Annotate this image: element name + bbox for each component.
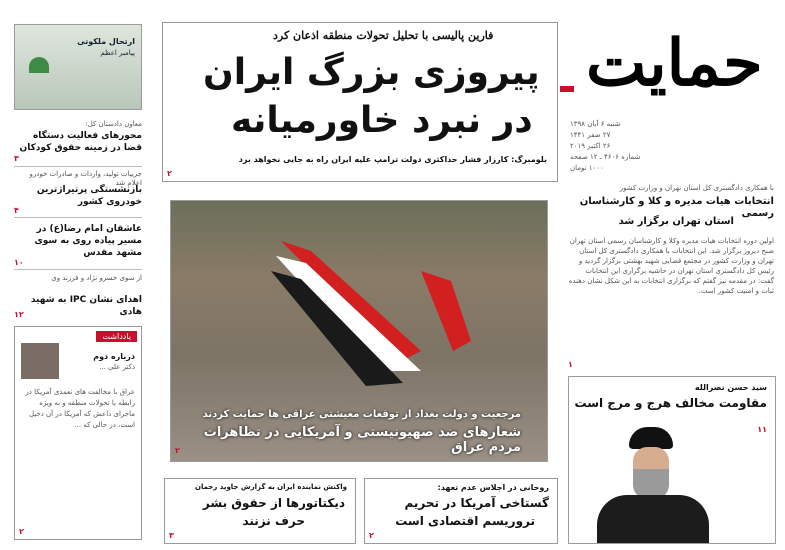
logo-accent	[560, 86, 574, 92]
item2-title[interactable]: بازنشستگی پرتیراژترین خودروی کشور	[36, 185, 142, 207]
column-page: ۲	[19, 527, 24, 536]
bottom-mid-box	[364, 478, 558, 544]
lead-subline: بلومبرگ: کارزار فشار حداکثری دولت ترامپ علیه ایران راه به جایی نخواهد برد	[238, 155, 547, 164]
ad-box	[14, 24, 142, 110]
item1-title[interactable]: محورهای فعالیت دستگاه قضا در زمینه حقوق کودکان	[19, 131, 142, 153]
masthead-date-5: ۱۰۰۰ تومان	[570, 164, 604, 172]
author-line-1: درباره دوم	[93, 352, 135, 361]
bottom-left-box	[164, 478, 356, 544]
item4-title[interactable]: اهدای نشان IPC به شهید هادی	[30, 295, 142, 317]
ad-text-2: پیامبر اعظم	[100, 49, 135, 57]
bottom-mid-page: ۲	[369, 531, 374, 540]
lead-page: ۲	[167, 169, 172, 178]
item4-page: ۱۲	[14, 310, 24, 319]
nasrallah-kicker: سید حسن نصرالله	[694, 383, 767, 392]
lead-kicker: فارین پالیسی با تحلیل تحولات منطقه اذعان کرد	[273, 29, 494, 42]
item1-page: ۳	[14, 154, 19, 163]
left-column	[14, 20, 142, 540]
item4-kicker: از سوی خسرو نژاد و فرزند وی	[51, 274, 142, 282]
item1-kicker: معاون دادستان کل:	[85, 120, 142, 128]
divider	[14, 166, 142, 167]
bottom-mid-kicker: روحانی در اجلاس عدم تعهد:	[437, 483, 549, 492]
column-body: عراق با مخالفت های تعمدی آمریکا در رابطه با تحولات منطقه و به ویژه ماجرای داعش که آمریکا در آن دخیل است، در حالی که ...	[25, 388, 135, 429]
flag-graphic	[171, 201, 547, 461]
bottom-left-kicker: واکنش نماینده ایران به گزارش جاوید رحمان	[194, 483, 347, 491]
photo-page: ۲	[175, 446, 180, 455]
item3-title[interactable]: عاشقان امام رضا(ع) در مسیر پیاده روی به سوی مشهد مقدس	[34, 224, 142, 258]
divider	[14, 269, 142, 270]
item2-kicker: جزییات تولید، واردات و صادرات خودرو اعلام شد	[29, 170, 142, 187]
mosque-dome-graphic	[29, 57, 49, 73]
right-story-page: ۱	[568, 360, 573, 369]
lead-title-line-2[interactable]: در نبرد خاورمیانه	[231, 100, 533, 141]
turban	[629, 427, 673, 449]
author-line-2: دکتر علی ...	[99, 363, 135, 371]
right-story-title-1[interactable]: انتخابات هیات مدیره و کلا و کارشناسان رسمی	[579, 196, 774, 219]
masthead-date-2: ۲۷ صفر ۱۴۴۱	[570, 131, 611, 139]
divider	[14, 217, 142, 218]
masthead-logo: حمایت	[586, 26, 763, 101]
masthead-date-1: شنبه ۶ آبان ۱۳۹۸	[570, 120, 621, 128]
masthead	[566, 20, 778, 180]
photo-caption-top: مرجعیت و دولت بغداد از توقعات معیشتی عراقی ها حمایت کردند	[202, 409, 521, 420]
nasrallah-title[interactable]: مقاومت مخالف هرج و مرج است	[574, 396, 767, 410]
item2-page: ۴	[14, 206, 19, 215]
item3-page: ۱۰	[14, 258, 24, 267]
right-story-title-2[interactable]: استان تهران برگزار شد	[618, 216, 734, 227]
nasrallah-page: ۱۱	[757, 425, 767, 434]
bottom-mid-title-2[interactable]: تروریسم اقتصادی است	[395, 514, 535, 528]
column-tag: یادداشت	[96, 331, 137, 342]
right-story-kicker: با همکاری دادگستری کل استان تهران و وزارت کشور	[619, 184, 774, 192]
masthead-date-4: شماره ۴۶۰۶ ـ ۱۲ صفحه	[570, 153, 641, 161]
nasrallah-box	[568, 376, 776, 544]
masthead-date-3: ۲۶ اکتبر ۲۰۱۹	[570, 142, 611, 150]
author-photo	[21, 343, 59, 379]
bottom-mid-title-1[interactable]: گستاخی آمریکا در تحریم	[404, 496, 549, 510]
bottom-left-title-1[interactable]: دیکتاتورها از حقوق بشر	[202, 496, 345, 510]
nasrallah-portrait	[589, 427, 719, 543]
right-story-body: اولین دوره انتخابات هیات مدیره وکلا و کارشناسان رسمی استان تهران صبح دیروز برگزار شد. این انتخابات با همکاری دادگستری کل استان تهران و وزارت کشور در مجتمع قضایی شهید بهشتی برگزار گردید و رئیس کل دادگستری استان تهران در حاشیه برگزاری این انتخابات گفت: در مقدمه نیز گفتم که برگزاری انتخابات به این شکل نشان دهنده ثبات و امنیت کشور است.	[568, 237, 774, 295]
ad-text-1: ارتحال ملکوتی	[77, 37, 135, 46]
bottom-left-title-2[interactable]: حرف نزنند	[242, 514, 305, 528]
main-photo	[170, 200, 548, 462]
right-story	[568, 184, 774, 370]
photo-caption-main[interactable]: شعارهای ضد صهیونیستی و آمریکایی در تظاهرات مردم عراق	[203, 425, 521, 455]
column-box	[14, 326, 142, 540]
bottom-left-page: ۳	[169, 531, 174, 540]
robe	[597, 495, 709, 543]
lead-title-line-1[interactable]: پیروزی بزرگ ایران	[203, 52, 540, 93]
lead-box	[162, 22, 558, 182]
